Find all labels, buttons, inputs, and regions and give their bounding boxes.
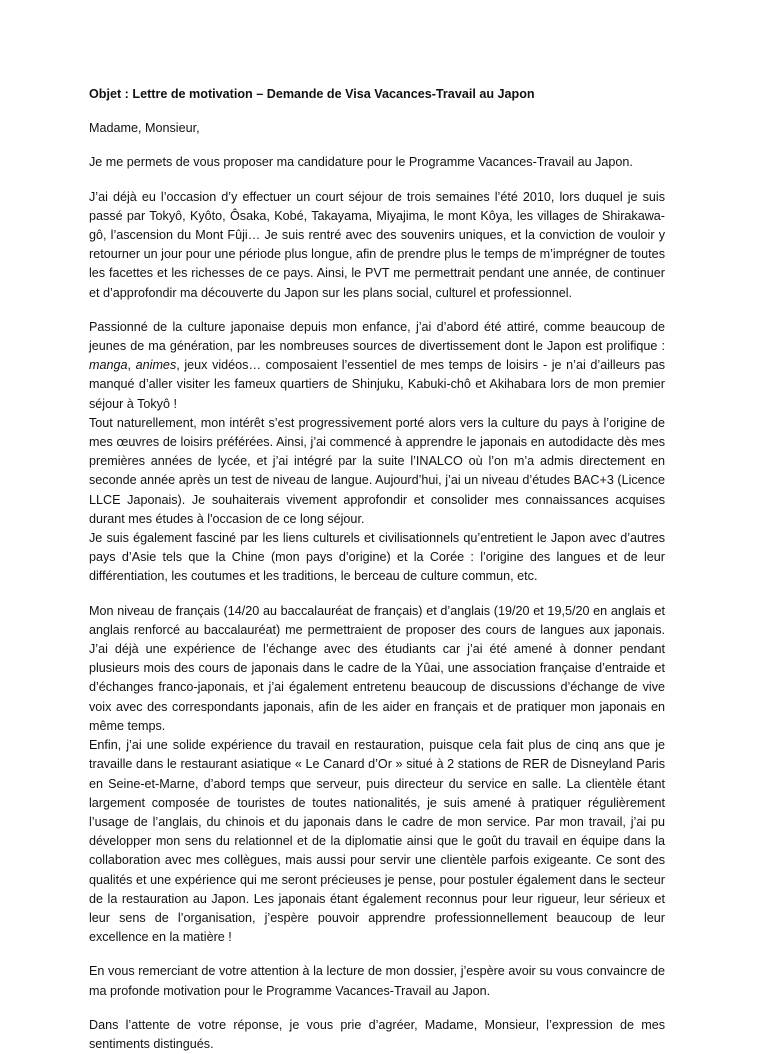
passion-animes: animes bbox=[135, 358, 177, 373]
paragraph-interet: Tout naturellement, mon intérêt s’est progressivement porté alors vers la culture du pays à l’origine de mes œuvres de loisirs préférées. Ainsi, j’ai commencé à apprendre le japonais en autodidacte dès mes premières années de lycée, et j’ai intégré par la suite l’INALCO où l’on m’a admis directement en seconde année après un test de niveau de langue. Aujourd’hui, j’ai un niveau d’études BAC+3 (Licence LLCE Japonais). Je souhaiterais vivement approfondir et consolider mes connaissances acquises durant mes études à l'occasion de ce long séjour. bbox=[89, 415, 665, 526]
paragraph-sejour: J’ai déjà eu l’occasion d’y effectuer un court séjour de trois semaines l’été 2010, lors duquel je suis passé par Tokyô, Kyôto, Ôsaka, Kobé, Takayama, Miyajima, le mont Kôya, les villages de Shirakawa-gô, l’ascension du Mont Fûji… Je suis rentré avec des souvenirs uniques, et la conviction de vouloir y retourner un jour pour une période plus longue, afin de prendre plus le temps de m’imprégner de toutes les facettes et les richesses de ce pays. Ainsi, le PVT me permettrait pendant une année, de continuer et d’approfondir ma découverte du Japon sur les plans social, culturel et professionnel. bbox=[89, 189, 665, 300]
paragraph-passion bbox=[89, 318, 665, 414]
paragraph-remerciement: En vous remerciant de votre attention à la lecture de mon dossier, j’espère avoir su vous convaincre de ma profonde motivation pour le Programme Vacances-Travail au Japon. bbox=[89, 964, 665, 998]
passion-manga: manga bbox=[89, 358, 128, 373]
letter-salutation: Madame, Monsieur, bbox=[89, 121, 200, 136]
letter-subject: Objet : Lettre de motivation – Demande de Visa Vacances-Travail au Japon bbox=[89, 87, 535, 101]
paragraph-liens: Je suis également fasciné par les liens culturels et civilisationnels qu’entretient le Japon avec d’autres pays d’Asie tels que la Chine (mon pays d’origine) et la Corée : l’origine des langues et de leur différentiation, les coutumes et les traditions, le berceau de culture commun, etc. bbox=[89, 531, 665, 584]
letter-intro: Je me permets de vous proposer ma candidature pour le Programme Vacances-Travail au Japon. bbox=[89, 155, 633, 170]
paragraph-niveau: Mon niveau de français (14/20 au baccalauréat de français) et d’anglais (19/20 et 19,5/20 en anglais et anglais renforcé au baccalauréat) me permettraient de proposer des cours de langues aux japonais. J’ai déjà une expérience de l’échange avec des étudiants car j’ai été amené à donner pendant plusieurs mois des cours de japonais dans le cadre de la Yûai, une association française d’entraide et d’échanges franco-japonais, et j’ai également entretenu beaucoup de discussions d’échange de vive voix avec des correspondants japonais, afin de les aider en français et de pratiquer mon japonais en même temps. bbox=[89, 603, 665, 733]
paragraph-restauration: Enfin, j’ai une solide expérience du travail en restauration, puisque cela fait plus de cinq ans que je travaille dans le restaurant asiatique « Le Canard d’Or » situé à 2 stations de RER de Disneyland Paris en Seine-et-Marne, d’abord temps que serveur, puis directeur du service en salle. La clientèle étant largement composée de touristes de toutes nationalités, je suis amené à pratiquer régulièrement l’usage de l’anglais, du chinois et du japonais dans le cadre de mon service. Par mon travail, j’ai pu développer mon sens du relationnel et de la diplomatie ainsi que le goût du travail en équipe dans la collaboration avec mes collègues, mais aussi pour servir une clientèle parfois exigeante. Ce sont des qualités et une expérience qui me seront précieuses je pense, pour postuler également dans le secteur de la restauration au Japon. Les japonais étant également reconnus pour leur rigueur, leur sérieux et leur sens de l’organisation, j’espère pouvoir apprendre professionnellement beaucoup de leur excellence en la matière ! bbox=[89, 738, 665, 945]
paragraph-closing: Dans l’attente de votre réponse, je vous prie d’agréer, Madame, Monsieur, l’expression de mes sentiments distingués. bbox=[89, 1017, 665, 1051]
passion-text-b: , jeux vidéos… composaient l’essentiel de mes temps de loisirs - je n’ai d’ailleurs pas manqué d’aller visiter les fameux quartiers de Shinjuku, Kabuki-chô et Akihabara lors de mon premier séjour à Tokyô ! bbox=[89, 358, 666, 411]
passion-text-a: Passionné de la culture japonaise depuis mon enfance, j’ai d’abord été attiré, comme beaucoup de jeunes de ma génération, par les nombreuses sources de divertissement dont le Japon est prolifique : bbox=[89, 319, 665, 354]
passion-comma: , bbox=[127, 358, 136, 373]
